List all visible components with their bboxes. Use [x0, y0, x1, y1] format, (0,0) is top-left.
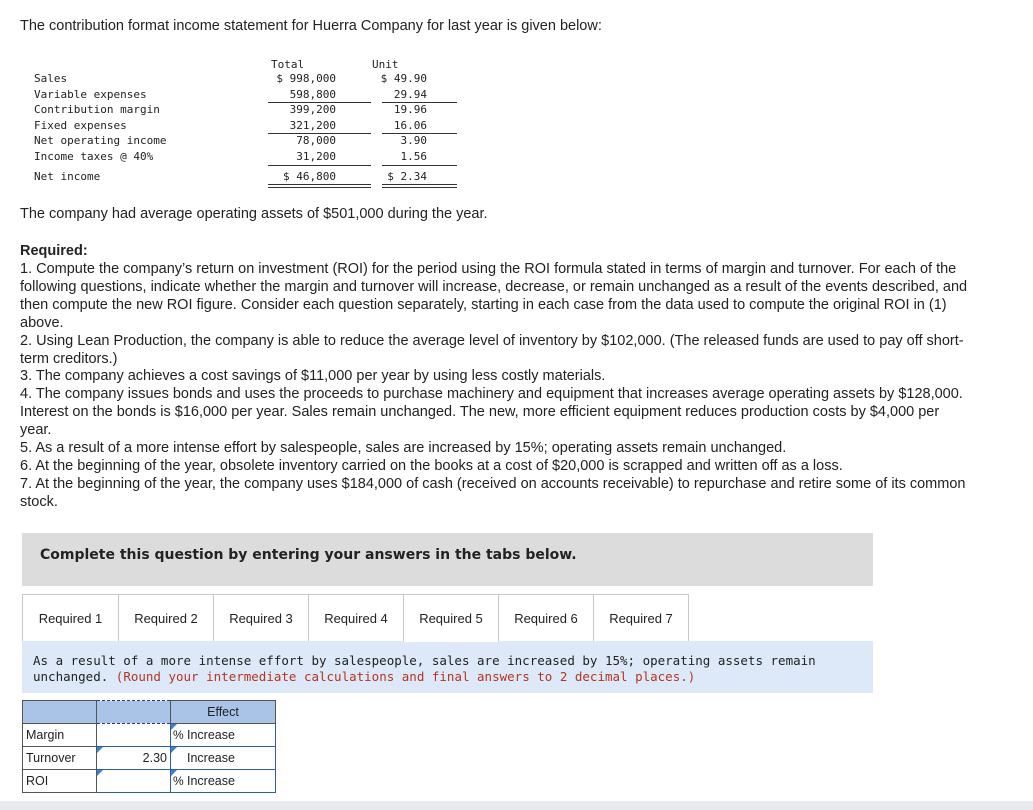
roi-effect-select[interactable]: % Increase	[171, 770, 276, 793]
question-box	[22, 641, 873, 693]
statement-row: Income taxes @ 40% 31,200 1.56	[34, 150, 427, 163]
statement-row: Net income $ 46,800 $ 2.34	[34, 170, 427, 183]
roi-input[interactable]	[97, 770, 171, 793]
percent-sign: %	[173, 774, 184, 788]
intro-text: The contribution format income statement for Huerra Company for last year is given below:	[20, 18, 602, 34]
statement-row: Fixed expenses 321,200 16.06	[34, 119, 427, 132]
tab-required-1[interactable]: Required 1	[22, 594, 119, 642]
margin-effect-select[interactable]: % Increase	[171, 724, 276, 747]
instruction-banner	[22, 533, 873, 586]
double-underline	[268, 187, 371, 188]
required-item: 1. Compute the company’s return on investment (ROI) for the period using the ROI formula stated in terms of margin and turnover. For each of the following questions, indicate whether the margin and turnover will increase, decrease, or remain unchanged as a result of the events described, and then compute the new ROI figure. Consider each question separately, starting in each case from the data used to compute the original ROI in (1) above.	[20, 261, 968, 331]
banner-text: Complete this question by entering your answers in the tabs below.	[40, 547, 577, 563]
required-item: 4. The company issues bonds and uses the proceeds to purchase machinery and equipment that increases average operating assets by $128,000. Interest on the bonds is $16,000 per year. Sales remain unchanged. The new, more efficient equipment reduces production costs by $4,000 per year.	[20, 386, 963, 439]
total-header: Total	[271, 58, 305, 71]
statement-row: Sales $ 998,000 $ 49.90	[34, 72, 427, 85]
rounding-note: (Round	[115, 669, 161, 684]
answer-row-roi	[23, 770, 276, 793]
answer-table	[22, 700, 276, 793]
tab-required-3[interactable]: Required 3	[213, 594, 309, 642]
double-underline	[382, 184, 457, 185]
unit-header: Unit	[372, 58, 399, 71]
tab-required-7[interactable]: Required 7	[593, 594, 689, 642]
required-item: 5. As a result of a more intense effort by salespeople, sales are increased by 15%; operating assets remain unchanged.	[20, 440, 787, 457]
statement-row: Net operating income 78,000 3.90	[34, 134, 427, 147]
statement-row: Variable expenses 598,800 29.94	[34, 88, 427, 101]
required-item: 6. At the beginning of the year, obsolete inventory carried on the books at a cost of $20,000 is scrapped and written off as a loss.	[20, 457, 843, 474]
answer-header-row	[23, 701, 276, 724]
dropdown-marker-icon	[97, 747, 103, 753]
underline	[382, 165, 457, 166]
tab-required-5[interactable]: Required 5	[403, 594, 499, 642]
answer-row-margin	[23, 724, 276, 747]
margin-input[interactable]	[97, 724, 171, 747]
page-bottom-edge	[0, 801, 1033, 810]
rounding-note: your intermediate calculations and final answers to 2 decimal places.)	[168, 669, 696, 684]
tab-required-4[interactable]: Required 4	[308, 594, 404, 642]
dropdown-marker-icon	[171, 747, 177, 753]
statement-row: Contribution margin 399,200 19.96	[34, 103, 427, 116]
assets-text: The company had average operating assets of $501,000 during the year.	[20, 206, 488, 222]
required-item: 7. At the beginning of the year, the company uses $184,000 of cash (received on accounts receivable) to repurchase and retire some of its common stock.	[20, 475, 966, 510]
required-item: 3. The company achieves a cost savings of $11,000 per year by using less costly materials.	[20, 368, 606, 385]
required-heading: Required:	[20, 243, 88, 259]
effect-header: Effect	[171, 701, 276, 724]
answer-row-turnover	[23, 747, 276, 770]
underline	[268, 165, 371, 166]
row-label: Margin	[23, 724, 97, 747]
percent-sign: %	[173, 728, 184, 742]
turnover-input[interactable]: 2.30	[97, 747, 171, 770]
turnover-effect-select[interactable]: Increase	[171, 747, 276, 770]
tab-required-6[interactable]: Required 6	[498, 594, 594, 642]
question-text: As a result of a more intense effort by salespeople, sales are increased by 15%; operating assets remain unchanged. (Round your intermediate calculations and final answers to 2 decimal places.)	[33, 653, 816, 684]
dropdown-marker-icon	[97, 770, 103, 776]
required-item: 2. Using Lean Production, the company is able to reduce the average level of inventory by $102,000. (The released funds are used to pay off short-term creditors.)	[20, 332, 964, 367]
tab-required-2[interactable]: Required 2	[118, 594, 214, 642]
required-list	[20, 261, 970, 512]
header-blank	[23, 701, 97, 724]
row-label: Turnover	[23, 747, 97, 770]
header-blank	[97, 701, 171, 724]
double-underline	[382, 187, 457, 188]
double-underline	[268, 184, 371, 185]
row-label: ROI	[23, 770, 97, 793]
